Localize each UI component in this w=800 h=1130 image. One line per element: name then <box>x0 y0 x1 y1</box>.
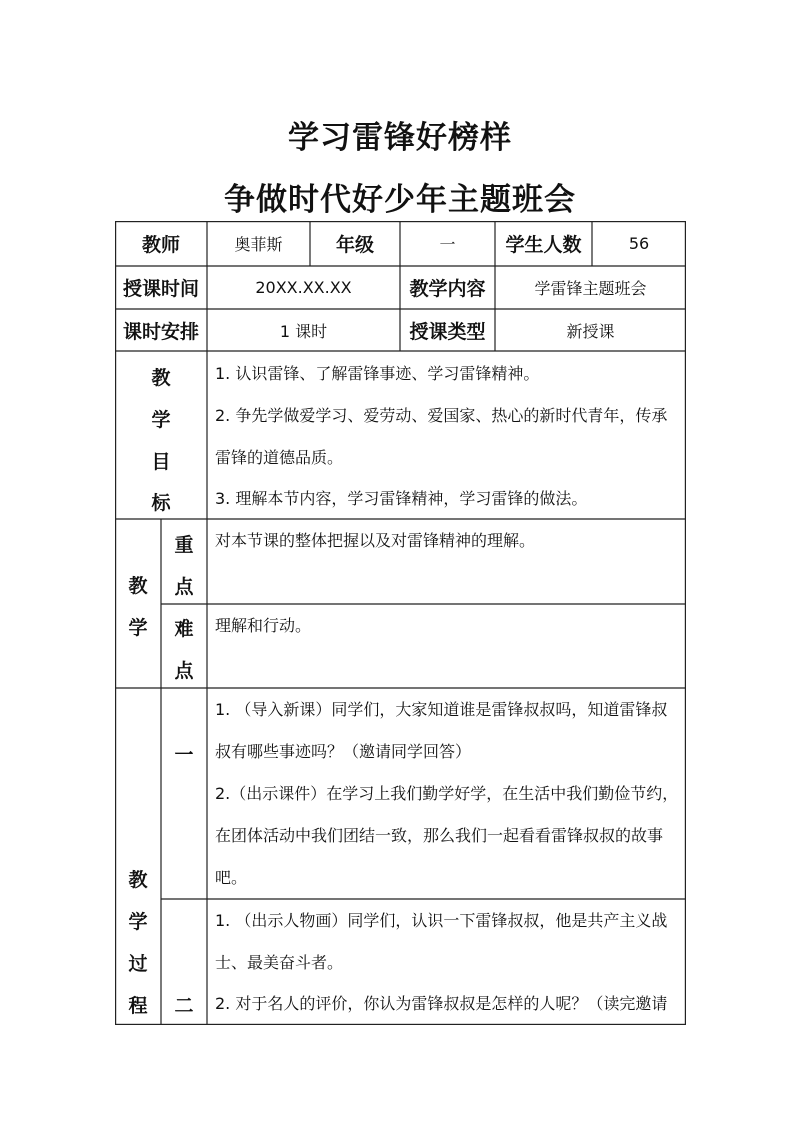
process-label-char: 程 <box>128 995 148 1017</box>
goal-line: 2. 争先学做爱学习、爱劳动、爱国家、热心的新时代青年，传承 <box>215 406 668 425</box>
students-label: 学生人数 <box>505 234 582 256</box>
content-label: 教学内容 <box>409 278 486 300</box>
key-point-char: 重 <box>174 534 194 556</box>
step-1-line: 2.（出示课件）在学习上我们勤学好学，在生活中我们勤俭节约， <box>215 784 679 803</box>
time-label: 授课时间 <box>122 278 199 300</box>
goals-label-char: 标 <box>151 492 171 514</box>
step-1-line: 吧。 <box>215 868 248 887</box>
process-label-char: 学 <box>128 911 148 933</box>
teaching-label-char: 学 <box>128 617 148 639</box>
type-label: 授课类型 <box>409 320 486 343</box>
goal-line: 雷锋的道德品质。 <box>215 448 344 467</box>
title-line-2: 争做时代好少年主题班会 <box>224 182 576 218</box>
goal-line: 3. 理解本节内容，学习雷锋精神，学习雷锋的做法。 <box>215 489 588 508</box>
goals-label-char: 目 <box>151 451 171 473</box>
teaching-label-char: 教 <box>128 575 148 597</box>
time-value: 20XX.XX.XX <box>255 278 352 297</box>
title-line-1: 学习雷锋好榜样 <box>288 120 512 156</box>
hours-label: 课时安排 <box>122 320 199 343</box>
step-1-line: 叔有哪些事迹吗？（邀请同学回答） <box>215 742 472 761</box>
step-1-label: 一 <box>174 744 194 766</box>
step-2-line: 1. （出示人物画）同学们，认识一下雷锋叔叔，他是共产主义战 <box>215 911 668 930</box>
step-1-line: 1. （导入新课）同学们，大家知道谁是雷锋叔叔吗，知道雷锋叔 <box>215 700 668 719</box>
hours-value: 1 课时 <box>279 321 328 341</box>
step-2-label: 二 <box>174 995 194 1017</box>
teacher-value: 奥菲斯 <box>234 235 283 254</box>
difficulty-char: 点 <box>174 660 194 682</box>
content-value: 学雷锋主题班会 <box>534 279 647 298</box>
grade-label: 年级 <box>335 234 374 256</box>
type-value: 新授课 <box>566 321 615 341</box>
teacher-label: 教师 <box>141 234 180 256</box>
grade-value: 一 <box>439 235 456 254</box>
step-1-line: 在团体活动中我们团结一致，那么我们一起看看雷锋叔叔的故事 <box>215 826 664 845</box>
goals-label-char: 学 <box>151 409 171 431</box>
difficulty-text: 理解和行动。 <box>215 616 312 635</box>
goal-line: 1. 认识雷锋、了解雷锋事迹、学习雷锋精神。 <box>215 364 540 383</box>
goals-label-char: 教 <box>151 367 171 389</box>
process-label-char: 教 <box>128 869 148 891</box>
step-2-line: 士、最美奋斗者。 <box>215 953 344 972</box>
lesson-plan-table <box>115 221 686 1025</box>
difficulty-char: 难 <box>174 618 194 640</box>
key-point-char: 点 <box>174 576 194 598</box>
key-point-text: 对本节课的整体把握以及对雷锋精神的理解。 <box>215 531 536 550</box>
students-value: 56 <box>628 234 650 253</box>
step-2-line: 2. 对于名人的评价，你认为雷锋叔叔是怎样的人呢？（读完邀请 <box>215 994 668 1013</box>
process-label-char: 过 <box>128 953 148 975</box>
